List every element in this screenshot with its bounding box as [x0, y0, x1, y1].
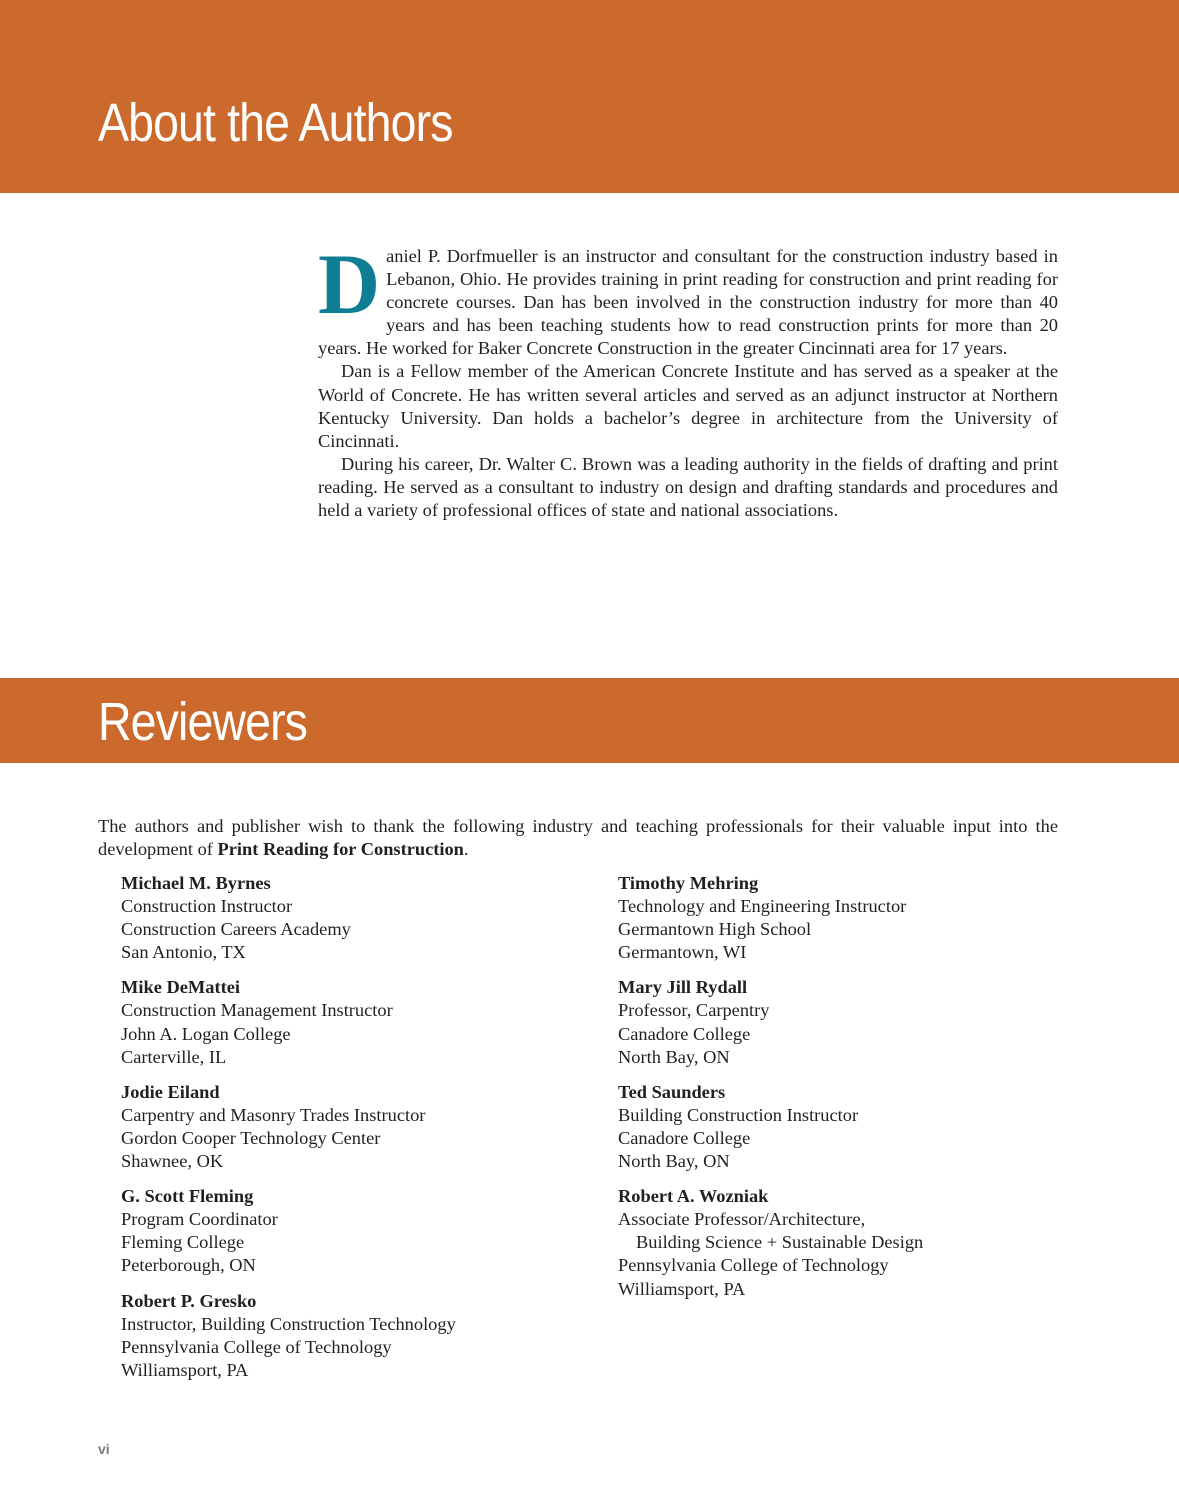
reviewer-detail: Germantown, WI — [618, 942, 747, 963]
drop-cap: D — [318, 236, 381, 332]
reviewer-detail: North Bay, ON — [618, 1151, 730, 1172]
reviewer-entry — [121, 1185, 591, 1277]
bio-paragraph-1-text: aniel P. Dorfmueller is an instructor and consultant for the construction industry based in Lebanon, Ohio. He provides training in print reading for construction and print reading for concrete courses. Dan has been involved in the construction industry for more than 40 years and has been teaching students how to read construction prints for more than 20 years. He worked for Baker Concrete Construction in the greater Cincinnati area for 17 years. — [318, 246, 1058, 359]
reviewer-entry — [121, 1290, 591, 1382]
reviewer-detail: Carterville, IL — [121, 1046, 227, 1067]
reviewer-detail: Instructor, Building Construction Technology — [121, 1313, 456, 1334]
reviewer-detail: Gordon Cooper Technology Center — [121, 1127, 381, 1148]
reviewer-detail: Shawnee, OK — [121, 1151, 224, 1172]
reviewer-detail: Professor, Carpentry — [618, 1000, 770, 1021]
reviewer-detail: Peterborough, ON — [121, 1255, 256, 1276]
intro-lead: The authors and publisher wish to thank the following industry and teaching professionals for their valuable input into the development of — [98, 816, 1058, 860]
reviewer-entry — [618, 872, 1088, 964]
reviewer-detail: Williamsport, PA — [121, 1359, 249, 1380]
reviewer-entry — [121, 1081, 591, 1173]
reviewer-detail: Technology and Engineering Instructor — [618, 896, 907, 917]
reviewer-detail: Building Science + Sustainable Design — [636, 1232, 924, 1253]
reviewer-detail: Construction Management Instructor — [121, 1000, 393, 1021]
reviewer-detail: Germantown High School — [618, 919, 812, 940]
about-authors-header — [0, 0, 1179, 193]
bio-paragraph-3: During his career, Dr. Walter C. Brown was a leading authority in the fields of drafting and print reading. He served as a consultant to industry on design and drafting standards and procedures and held a variety of professional offices of state and national associations. — [318, 453, 1058, 521]
reviewer-name: G. Scott Fleming — [121, 1186, 254, 1207]
reviewer-name: Timothy Mehring — [618, 873, 759, 893]
reviewer-entry — [618, 976, 1088, 1068]
reviewer-detail: Carpentry and Masonry Trades Instructor — [121, 1104, 426, 1125]
reviewer-name: Mike DeMattei — [121, 977, 240, 998]
reviewer-name: Michael M. Byrnes — [121, 873, 271, 893]
reviewer-detail: Pennsylvania College of Technology — [121, 1336, 392, 1357]
reviewers-title: Reviewers — [98, 692, 308, 752]
authors-bio — [318, 236, 1058, 522]
reviewer-detail: Pennsylvania College of Technology — [618, 1255, 889, 1276]
bio-paragraph-1 — [318, 236, 1058, 360]
reviewer-entry — [121, 872, 591, 964]
reviewer-detail: North Bay, ON — [618, 1046, 730, 1067]
book-title: Print Reading for Construction — [217, 839, 464, 860]
reviewers-right-column — [618, 872, 1088, 1313]
reviewer-name: Ted Saunders — [618, 1081, 726, 1102]
bio-paragraph-2: Dan is a Fellow member of the American Concrete Institute and has served as a speaker at the World of Concrete. He has written several articles and served as an adjunct instructor at Northern Kentucky University. Dan holds a bachelor’s degree in architecture from the University of Cincinnati. — [318, 361, 1058, 451]
reviewer-entry — [121, 976, 591, 1068]
reviewer-entry — [618, 1185, 1088, 1300]
reviewer-detail: Canadore College — [618, 1023, 751, 1044]
about-authors-title: About the Authors — [98, 93, 453, 153]
reviewer-name: Robert P. Gresko — [121, 1290, 257, 1311]
reviewers-header — [0, 678, 1179, 763]
reviewer-entry — [618, 1081, 1088, 1173]
reviewer-name: Robert A. Wozniak — [618, 1186, 769, 1207]
reviewers-left-column — [121, 872, 591, 1394]
reviewer-detail: Program Coordinator — [121, 1209, 278, 1230]
page-number: vi — [98, 1441, 110, 1457]
reviewer-detail: Construction Careers Academy — [121, 919, 351, 940]
reviewer-detail: Construction Instructor — [121, 896, 293, 917]
reviewer-name: Mary Jill Rydall — [618, 977, 748, 998]
reviewer-detail: Associate Professor/Architecture, — [618, 1209, 866, 1230]
intro-end: . — [463, 839, 469, 860]
reviewer-detail: John A. Logan College — [121, 1023, 291, 1044]
reviewers-intro — [98, 815, 1058, 861]
reviewer-detail: Williamsport, PA — [618, 1278, 746, 1299]
reviewer-detail: San Antonio, TX — [121, 942, 246, 963]
reviewer-detail: Building Construction Instructor — [618, 1104, 859, 1125]
reviewer-detail: Canadore College — [618, 1127, 751, 1148]
reviewer-detail: Fleming College — [121, 1232, 245, 1253]
reviewer-name: Jodie Eiland — [121, 1081, 220, 1102]
